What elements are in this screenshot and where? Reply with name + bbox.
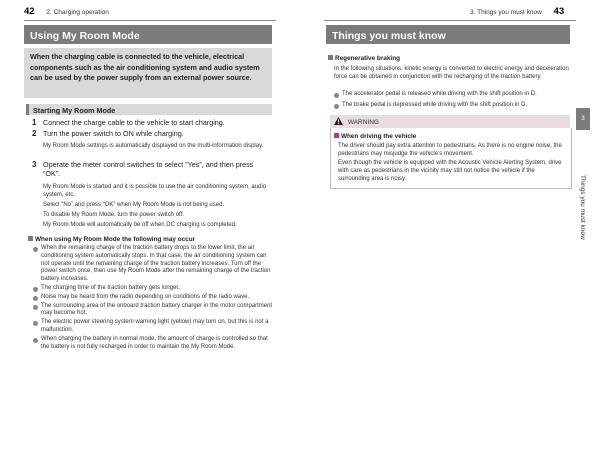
page-title: Things you must know (326, 25, 570, 44)
list-item: Noise may be heard from the radio depending on conditions of the radio wave. (33, 294, 273, 302)
chapter-side-label: Things you must know (579, 175, 586, 240)
bullet-icon (33, 296, 38, 301)
regen-text: In the following situations, kinetic energy is converted to electric energy and deceleration force can be obtained in conjunction with the recharging of the traction battery. (334, 66, 569, 80)
header-rule (324, 20, 576, 21)
warning-text: The driver should pay extra attention to pedestrians. As there is no engine noise, the pedestrians may misjudge the vehicle’s movement. (338, 143, 562, 157)
step-3: 3 Operate the meter control switches to select “Yes”, and then press “OK”. (32, 160, 254, 178)
list-item: The electric power steering system warning light (yellow) may turn on, but this is not a malfunction. (33, 319, 273, 335)
bullet-icon (33, 287, 38, 292)
bullet-icon (334, 104, 339, 109)
page-number: 43 (553, 6, 565, 17)
list-item: The surrounding area of the onboard traction battery charger in the motor compartment may become hot. (33, 303, 273, 319)
list-item: The accelerator pedal is released while driving with the shift position in D. (334, 91, 570, 99)
warning-title: When driving the vehicle (334, 133, 416, 140)
page-number: 42 (24, 6, 35, 17)
list-item: The charging time of the traction battery gets longer. (33, 285, 273, 293)
page-title: Using My Room Mode (24, 25, 272, 44)
warning-text: Even though the vehicle is equipped with the Acoustic Vehicle Alerting System, drive with care as pedestrians in the vicinity may still not notice the vehicle if the surrounding area is noisy. (338, 160, 562, 182)
step-1: 1 Connect the charge cable to the vehicle to start charging. (32, 118, 225, 127)
square-bullet-icon (328, 55, 333, 60)
square-bullet-icon (28, 236, 33, 241)
bullet-icon (33, 321, 38, 326)
intro-box: When the charging cable is connected to the vehicle, electrical components such as the air conditioning system and audio system can be used by the power supply from an external power source. (24, 48, 272, 98)
list-item: When the remaining charge of the traction battery drops to the lower limit, the air conditioning system automatically stops. In that case, the air conditioning system can not operate until the remaining charge of the traction battery increases. Turn off the power switch once, then use My Room Mode after the remaining charge of the traction battery increases. (33, 245, 273, 284)
right-header (470, 6, 564, 17)
list-item: The brake pedal is depressed while driving with the shift position in D. (334, 102, 570, 110)
step-3-note: My Room Mode will automatically be off when DC charging is completed. (43, 222, 237, 228)
warning-icon (334, 117, 343, 125)
occur-title: When using My Room Mode the following may occur (28, 236, 195, 243)
regen-title: Regenerative braking (328, 55, 400, 62)
bullet-icon (33, 305, 38, 310)
warning-label: WARNING (347, 119, 379, 126)
chapter-tab: 3 (576, 108, 590, 130)
step-2: 2 Turn the power switch to ON while charging. (32, 129, 184, 138)
bullet-icon (33, 247, 38, 252)
list-item: When charging the battery in normal mode, the amount of charge is controlled so that the battery is not fully recharged in order to maintain the My Room Mode. (33, 336, 273, 352)
bullet-icon (33, 338, 38, 343)
right-page (300, 0, 600, 452)
header-rule (24, 20, 276, 21)
occur-list (33, 245, 273, 351)
left-header (24, 6, 109, 17)
subhead: Starting My Room Mode (26, 104, 272, 115)
section-label: 3. Things you must know (470, 9, 542, 16)
step-2-note: My Room Mode settings is automatically displayed on the multi-information display. (43, 143, 264, 149)
regen-list (334, 91, 570, 110)
bullet-icon (334, 93, 339, 98)
step-3-note: My Room Mode is started and it is possible to use the air conditioning system, audio system, etc. (43, 184, 267, 198)
step-3-note: To disable My Room Mode, turn the power switch off. (43, 212, 184, 218)
step-3-note: Select “No” and press “OK” when My Room Mode is not being used. (43, 202, 225, 208)
square-bullet-icon (334, 133, 339, 138)
section-label: 2. Charging operation (46, 9, 109, 16)
warning-header (330, 115, 570, 128)
